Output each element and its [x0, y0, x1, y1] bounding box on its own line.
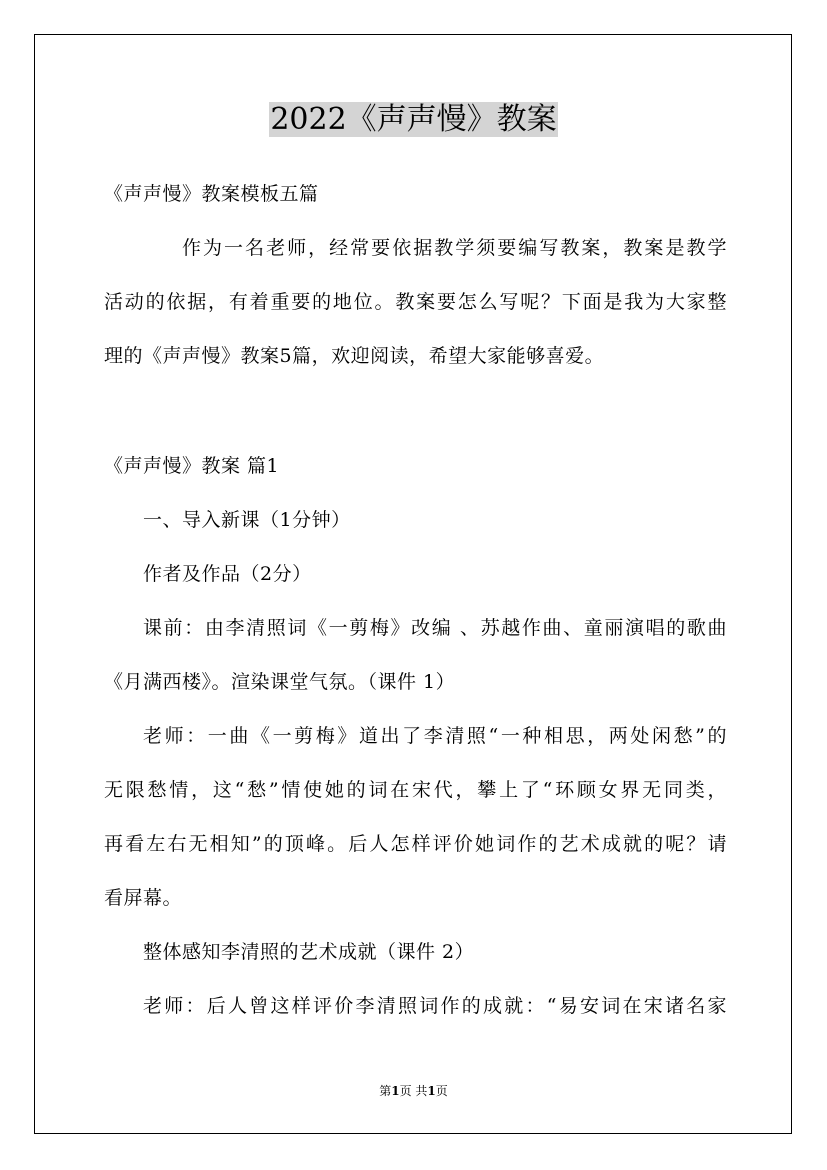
body-line-1: 一、导入新课（1分钟） [143, 509, 351, 531]
body-line-9: 整体感知李清照的艺术成就（课件 2） [143, 941, 475, 963]
intro-line-2: 活动的依据，有着重要的地位。教案要怎么写呢？下面是我为大家整 [104, 291, 727, 313]
footer-page-number: 1 [391, 1084, 400, 1098]
footer-mid: 页 共 [399, 1084, 428, 1098]
section-heading: 《声声慢》教案 篇1 [104, 455, 280, 477]
document-title [0, 100, 827, 140]
footer-prefix: 第 [379, 1084, 392, 1098]
footer-total-pages: 1 [427, 1084, 436, 1098]
footer-suffix: 页 [435, 1084, 448, 1098]
document-title-text: 2022《声声慢》教案 [270, 102, 557, 137]
document-subtitle: 《声声慢》教案模板五篇 [104, 183, 319, 205]
body-line-8: 看屏幕。 [104, 887, 183, 909]
page-footer [0, 1083, 827, 1099]
body-line-6: 无限愁情，这“愁”情使她的词在宋代，攀上了“环顾女界无同类， [104, 779, 727, 801]
intro-line-1: 作为一名老师，经常要依据教学须要编写教案，教案是教学 [182, 237, 727, 259]
intro-line-3: 理的《声声慢》教案5篇，欢迎阅读，希望大家能够喜爱。 [104, 345, 605, 367]
body-line-7: 再看左右无相知”的顶峰。后人怎样评价她词作的艺术成就的呢？请 [104, 833, 727, 855]
body-line-3: 课前：由李清照词《一剪梅》改编 、苏越作曲、童丽演唱的歌曲 [143, 617, 727, 639]
body-line-5: 老师：一曲《一剪梅》道出了李清照“一种相思，两处闲愁”的 [143, 725, 727, 747]
body-line-10: 老师：后人曾这样评价李清照词作的成就：“易安词在宋诸名家 [143, 995, 727, 1017]
body-line-2: 作者及作品（2分） [143, 563, 312, 585]
body-line-4: 《月满西楼》。渲染课堂气氛。（课件 1） [104, 671, 456, 693]
